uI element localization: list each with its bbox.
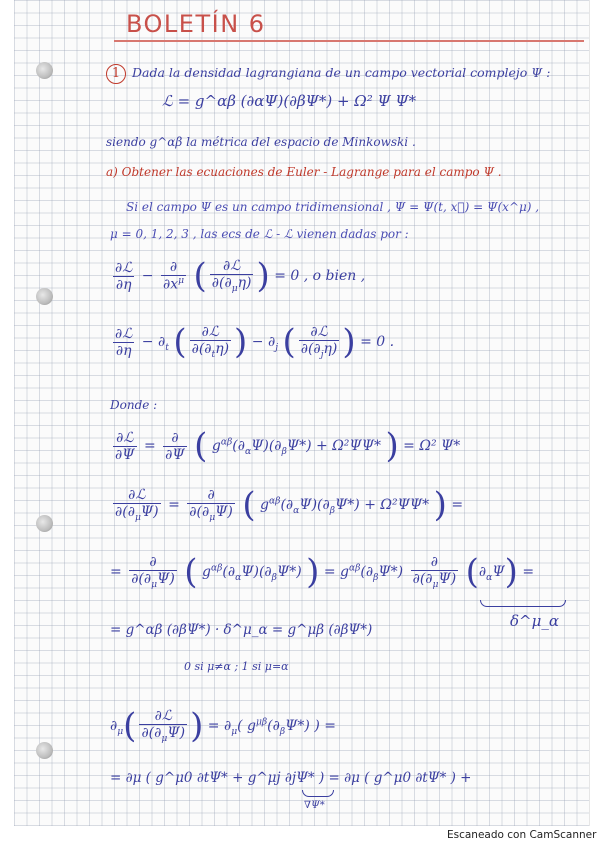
fraction: $\frac{\partial}{\partial(\partial_\mu\Psi)}$: [131, 554, 175, 590]
fraction: $\frac{\partial}{\partial(\partial_\mu\Psi)}$: [189, 487, 233, 523]
eq1-tail: = 0 , o bien ,: [274, 268, 366, 284]
divergence-eq: $\partial_\mu$( $\frac{\text{∂ℒ}}{\partial(\partial_\mu\Psi)}$ ) = $\partial_\mu$( $g^{\mu\beta}(\partial_\beta\Psi*)$ ) =: [110, 706, 336, 746]
nabla-label: ∇Ψ*: [304, 800, 325, 811]
fraction: $\frac{\text{∂ℒ}}{\partial(\partial_\mu\eta)}$: [211, 258, 252, 294]
derivative-eq-2: $\frac{\text{∂ℒ}}{\partial(\partial_\mu\Psi)}$ = $\frac{\partial}{\partial(\partial_\mu\Psi)}$ ( $g^{\alpha\beta}(\partial_\alpha\Psi)(\partial_\beta\Psi*) + \Omega^2\Psi\Psi*$ ) =: [115, 485, 464, 525]
eq2-tail: = 0 .: [360, 334, 395, 350]
underbrace: [302, 790, 334, 797]
part-a-statement: a) Obtener las ecuaciones de Euler - Lagrange para el campo Ψ .: [106, 165, 502, 179]
expanded-eq: = ∂μ ( g^μ0 ∂tΨ* + g^μj ∂jΨ* ) = ∂μ ( g^μ0 ∂tΨ* ) +: [110, 770, 472, 786]
eq7-tail: =: [324, 718, 336, 734]
notebook-page: [14, 0, 590, 826]
exercise-intro: [106, 64, 550, 84]
binder-hole: [36, 288, 53, 305]
binder-hole: [36, 742, 53, 759]
donde-label: Donde :: [110, 398, 158, 412]
fraction: $\frac{\text{∂ℒ}}{\partial(\partial_\mu\Psi)}$: [141, 708, 186, 744]
derivative-eq-3: = $\frac{\partial}{\partial(\partial_\mu\Psi)}$ ( $g^{\alpha\beta}(\partial_\alpha\Psi)(\partial_\beta\Psi*)$ ) = $g^{\alpha\beta}(\partial_\beta\Psi*)$ $\frac{\partial}{\partial(\partial_\mu\Psi)}$ $(\partial_\alpha\Psi)$ =: [110, 552, 535, 592]
exercise-number-badge: 1: [106, 64, 126, 84]
fraction: $\frac{\partial}{\partial\Psi}$: [165, 429, 185, 463]
binder-hole: [36, 62, 53, 79]
delta-label: δ^μ_α: [510, 612, 559, 630]
eq4-tail: =: [451, 497, 464, 513]
fraction: $\frac{\partial}{\partial(\partial_\mu\Psi)}$: [412, 554, 457, 590]
title-underline: [114, 40, 584, 42]
fraction: $\frac{\partial}{\partial x^\mu}$: [162, 259, 185, 293]
fraction: $\frac{\text{∂ℒ}}{\partial(\partial_t\eta)}$: [191, 324, 230, 360]
fraction: $\frac{\text{∂ℒ}}{\partial\eta}$: [115, 259, 133, 293]
euler-lagrange-intro: μ = 0, 1, 2, 3 , las ecs de ℒ - ℒ vienen dadas por :: [110, 227, 409, 241]
derivative-eq-4: = g^αβ (∂βΨ*) · δ^μ_α = g^μβ (∂βΨ*): [110, 622, 373, 638]
binder-hole: [36, 515, 53, 532]
derivative-eq-1: $\frac{\text{∂ℒ}}{\partial\Psi}$ = $\frac{\partial}{\partial\Psi}$ ( $g^{\alpha\beta}(\partial_\alpha\Psi)(\partial_\beta\Psi*) + \Omega^2\Psi\Psi*$ ) = Ω² Ψ*: [115, 426, 461, 466]
scanner-watermark: Escaneado con CamScanner: [447, 829, 597, 841]
fraction: $\frac{\text{∂ℒ}}{\partial(\partial_j\eta)}$: [300, 324, 338, 360]
fraction: $\frac{\text{∂ℒ}}{\partial\Psi}$: [115, 429, 135, 463]
kronecker-condition: 0 si μ≠α ; 1 si μ=α: [184, 660, 289, 673]
eq5-tail: =: [522, 564, 535, 580]
underbrace: [480, 600, 566, 607]
fraction: $\frac{\text{∂ℒ}}{\partial\eta}$: [115, 325, 133, 359]
field-definition: Si el campo Ψ es un campo tridimensional , Ψ = Ψ(t, x⃗) = Ψ(x^μ) ,: [126, 200, 540, 214]
eq3-tail: = Ω² Ψ*: [403, 438, 461, 454]
lagrangian-equation: ℒ = g^αβ (∂αΨ)(∂βΨ*) + Ω² Ψ Ψ*: [162, 92, 417, 110]
fraction: $\frac{\text{∂ℒ}}{\partial(\partial_\mu\Psi)}$: [115, 487, 159, 523]
euler-lagrange-eq-1: $\frac{\text{∂ℒ}}{\partial\eta}$ − $\frac{\partial}{\partial x^\mu}$ ( $\frac{\text{∂ℒ}}{\partial(\partial_\mu\eta)}$ ) = 0 , o bien ,: [115, 256, 366, 296]
metric-note: siendo g^αβ la métrica del espacio de Minkowski .: [106, 135, 416, 149]
intro-text: Dada la densidad lagrangiana de un campo vectorial complejo Ψ :: [132, 65, 551, 80]
euler-lagrange-eq-2: $\frac{\text{∂ℒ}}{\partial\eta}$ − $\partial_t$ ( $\frac{\text{∂ℒ}}{\partial(\partial_t\eta)}$ ) − $\partial_j$ ( $\frac{\text{∂ℒ}}{\partial(\partial_j\eta)}$ ) = 0 .: [115, 322, 395, 362]
page-title: BOLETÍN 6: [126, 10, 266, 38]
